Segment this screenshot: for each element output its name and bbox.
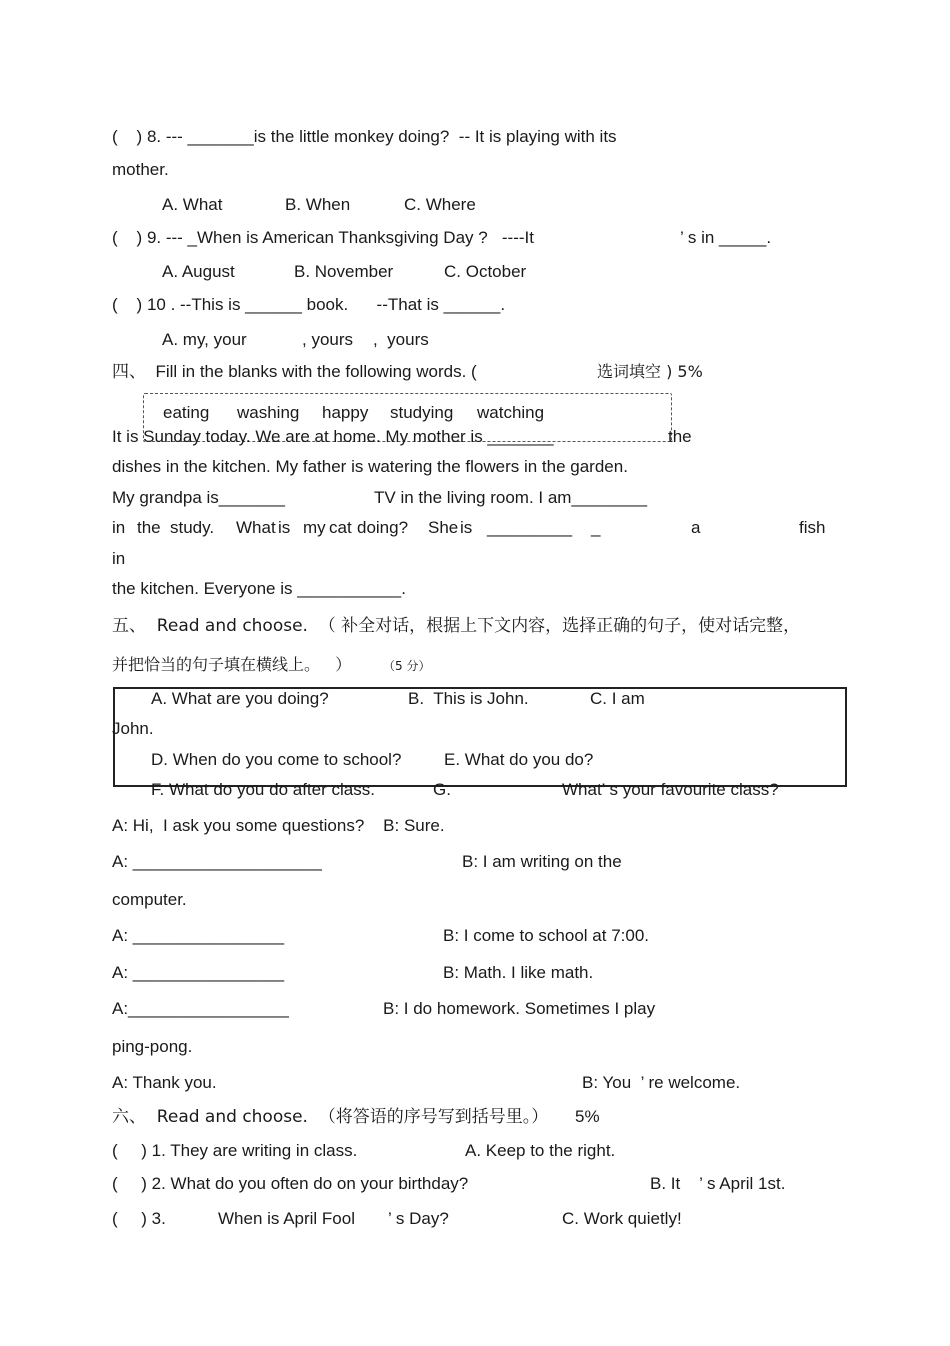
q8-line: ( ) 8. --- _______is the little monkey doing? -- It is playing with its [112, 127, 617, 146]
match-answer: C. Work quietly! [562, 1209, 682, 1228]
passage-word: cat [329, 518, 352, 537]
section5-score: （5 分） [383, 659, 431, 673]
match-question-text: When is April Fool [218, 1209, 355, 1228]
word-bank-item: studying [390, 403, 454, 422]
passage-line-mid: TV in the living room. I am________ [374, 488, 648, 507]
dialogue-a: A: ________________ [112, 963, 285, 982]
q9-line: ( ) 9. --- _When is American Thanksgiving Day ? ----It [112, 228, 534, 247]
q8-option-b: B. When [285, 195, 351, 214]
q10-option-a: A. my, your [162, 330, 247, 349]
option-b: B. This is John. [408, 689, 529, 708]
passage-word: the [137, 518, 161, 537]
q9-option-a: A. August [162, 262, 235, 281]
option-f: F. What do you do after class. [151, 780, 375, 799]
passage-word: doing? [357, 518, 409, 537]
match-question: ( ) 3. [112, 1209, 166, 1228]
option-g: G. [433, 780, 451, 799]
passage-word: study. [170, 518, 215, 537]
passage-word: fish [799, 518, 826, 537]
q9-line-tail: ’ s in _____. [680, 228, 772, 247]
q9-option-b: B. November [294, 262, 394, 281]
dialogue-line: A: Hi, I ask you some questions? B: Sure. [112, 816, 445, 835]
dialogue-a: A: ________________ [112, 926, 285, 945]
passage-word: is [460, 518, 473, 537]
match-question: ( ) 1. They are writing in class. [112, 1141, 358, 1160]
option-e: E. What do you do? [444, 750, 594, 769]
dialogue-b: B: I come to school at 7:00. [443, 926, 650, 945]
passage-line: My grandpa is_______ [112, 488, 285, 507]
dialogue-b-cont: ping-pong. [112, 1037, 193, 1056]
section5-heading-cont: 并把恰当的句子填在横线上。 ） [112, 655, 352, 674]
section5-heading: 五、 Read and choose. （ 补全对话，根据上下文内容，选择正确的句子，使对话完整， [112, 616, 801, 636]
option-g-text: What’ s your favourite class? [562, 780, 779, 799]
dialogue-b-cont: computer. [112, 890, 187, 909]
passage-line: the kitchen. Everyone is ___________. [112, 579, 406, 598]
option-c: C. I am [590, 689, 645, 708]
section4-heading-cn: 选词填空 ) 5% [597, 362, 703, 381]
dialogue-a: A: ____________________ [112, 852, 322, 871]
option-d: D. When do you come to school? [151, 750, 402, 769]
passage-word: What [236, 518, 276, 537]
word-bank-item: eating [163, 403, 210, 422]
dialogue-a: A: Thank you. [112, 1073, 217, 1092]
q10-line: ( ) 10 . --This is ______ book. --That is ______. [112, 295, 506, 314]
passage-word: is [278, 518, 291, 537]
q8-option-a: A. What [162, 195, 223, 214]
match-answer: B. It ’ s April 1st. [650, 1174, 786, 1193]
passage-line-tail: the [668, 427, 692, 446]
passage-blank: _________ [487, 518, 573, 537]
q10-option-c: , yours [373, 330, 429, 349]
passage-line: dishes in the kitchen. My father is watering the flowers in the garden. [112, 457, 628, 476]
word-bank-item: happy [322, 403, 369, 422]
q8-line-cont: mother. [112, 160, 169, 179]
match-question-tail: ’ s Day? [388, 1209, 449, 1228]
dialogue-a: A:_________________ [112, 999, 289, 1018]
passage-word: my [303, 518, 326, 537]
match-answer: A. Keep to the right. [465, 1141, 616, 1160]
option-c-cont: John. [112, 719, 154, 738]
option-a: A. What are you doing? [151, 689, 329, 708]
dialogue-b: B: You ’ re welcome. [582, 1073, 741, 1092]
match-question: ( ) 2. What do you often do on your birthday? [112, 1174, 469, 1193]
q9-option-c: C. October [444, 262, 527, 281]
dialogue-b: B: Math. I like math. [443, 963, 594, 982]
dialogue-b: B: I do homework. Sometimes I play [383, 999, 656, 1018]
passage-line: in [112, 549, 126, 568]
dialogue-b: B: I am writing on the [462, 852, 622, 871]
q8-option-c: C. Where [404, 195, 476, 214]
word-bank-item: watching [477, 403, 545, 422]
passage-line: It is Sunday today. We are at home. My mother is _______ [112, 427, 554, 446]
q10-option-b: , yours [302, 330, 354, 349]
passage-word: a [691, 518, 701, 537]
section6-heading: 六、 Read and choose. （将答语的序号写到括号里。） [112, 1107, 549, 1127]
passage-word: She [428, 518, 459, 537]
word-bank-item: washing [237, 403, 300, 422]
section4-heading: 四、 Fill in the blanks with the following words. ( [112, 362, 477, 381]
passage-blank: _ [591, 518, 601, 537]
passage-word: in [112, 518, 126, 537]
section6-score: 5% [575, 1107, 600, 1126]
